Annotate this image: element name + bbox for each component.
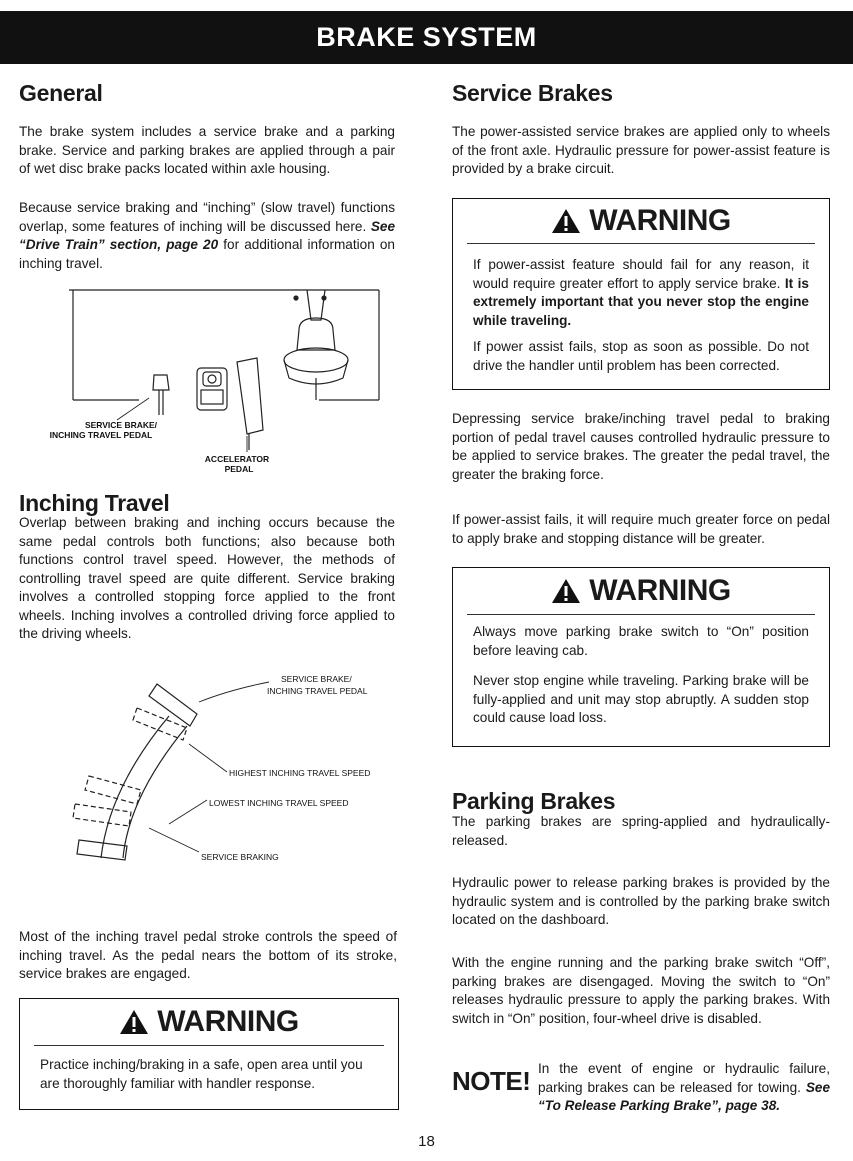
note-label: NOTE! [452,1066,531,1096]
warning-text-2: If power assist fails, stop as soon as possible. Do not drive the handler until problem has been corrected. [473,339,809,373]
inching-paragraph-1: Overlap between braking and inching occurs because the same pedal controls both functions; also because both functions control travel speed. However, the methods of controlling travel speed are quite different. Service braking involves a controlled stopping force applied to the front wheels. Inching involves a controlled driving force applied to the driving wheels. [19,515,395,641]
warning-text-1: Always move parking brake switch to “On” position before leaving cab. [473,624,809,658]
warning-title-row [453,568,829,614]
inching-paragraph-2: Most of the inching travel pedal stroke controls the speed of inching travel. As the pedal nears the bottom of its stroke, service brakes are engaged. [19,929,397,981]
note-text [538,1060,830,1116]
stroke-label-highest: HIGHEST INCHING TRAVEL SPEED [229,768,371,778]
warning-divider [34,1045,384,1046]
warning-divider [467,614,815,615]
parking-brakes-heading: Parking Brakes [452,788,616,814]
note-block [452,1060,830,1124]
warning-text-2: Never stop engine while traveling. Parking brake will be fully-applied and unit may stop abruptly. A sudden stop could cause load loss. [473,673,809,725]
label-accelerator-pedal: PEDAL [224,464,254,474]
general-p2-end: for additional information on inching travel. [19,237,395,271]
warning-title-row [20,999,398,1045]
service-brakes-paragraph-2: Depressing service brake/inching travel pedal to braking portion of pedal travel causes controlled hydraulic pressure to be applied to service brakes. The greater the pedal travel, the greater the braking force. [452,411,830,482]
warning-text-1 [453,256,829,330]
inching-heading: Inching Travel [19,490,170,516]
parking-brakes-paragraph-1: The parking brakes are spring-applied and hydraulically-released. [452,814,830,848]
note-text-body: In the event of engine or hydraulic failure, parking brakes can be released for towing. [538,1061,830,1095]
parking-brake-reference: See “To Release Parking Brake”, page 38. [538,1079,830,1113]
parking-brakes-paragraph-2: Hydraulic power to release parking brakes is provided by the hydraulic system and is controlled by the parking brake switch located on the dashboard. [452,875,830,927]
page-title: BRAKE SYSTEM [316,22,537,52]
service-brakes-paragraph-3: If power-assist fails, it will require much greater force on pedal to apply brake and stopping distance will be greater. [452,512,830,546]
stroke-label-pedal-2: INCHING TRAVEL PEDAL [267,686,368,696]
label-inching-pedal: INCHING TRAVEL PEDAL [49,430,153,440]
general-paragraph-2 [19,199,395,273]
warning-title-row [453,199,829,243]
parking-brakes-paragraph-3: With the engine running and the parking brake switch “Off”, parking brakes are disengaged. Moving the switch to “On” releases hydraulic pressure to apply the parking brakes. With switch in “On” position, four-wheel drive is disabled. [452,955,830,1026]
warning-title: WARNING [589,574,731,607]
label-service-brake: SERVICE BRAKE/ [84,420,158,430]
warning-text-1-bold: It is extremely important that you never stop the engine while traveling. [473,275,809,328]
header-banner [0,11,853,64]
warning-text-1-start: If power-assist feature should fail for any reason, it would require greater effort to apply service brake. [473,257,809,291]
warning-triangle-icon [551,578,581,604]
warning-triangle-icon [119,1009,149,1035]
service-brakes-paragraph-1: The power-assisted service brakes are applied only to wheels of the front axle. Hydraulic pressure for power-assist feature is provided by a brake circuit. [452,124,830,176]
warning-divider [467,243,815,244]
warning-box-inching [19,998,399,1110]
general-p2-text: Because service braking and “inching” (slow travel) functions overlap, some features of inching will be discussed here. [19,200,395,234]
warning-box-parking [452,567,830,747]
warning-triangle-icon [551,208,581,234]
pedal-figure [49,280,399,480]
label-accelerator: ACCELERATOR [204,454,270,464]
warning-title: WARNING [589,204,731,237]
stroke-label-service-braking: SERVICE BRAKING [201,852,279,862]
general-heading: General [19,80,103,106]
warning-title: WARNING [157,1005,299,1038]
service-brakes-heading: Service Brakes [452,80,613,106]
page-number: 18 [418,1133,435,1150]
pedal-stroke-figure [49,668,399,888]
general-paragraph-1: The brake system includes a service brake and a parking brake. Service and parking brakes are applied through a pair of wet disc brake packs located within axle housing. [19,124,395,176]
warning-text: Practice inching/braking in a safe, open area until you are thoroughly familiar with handler response. [40,1057,363,1091]
stroke-label-pedal-1: SERVICE BRAKE/ [281,674,352,684]
stroke-label-lowest: LOWEST INCHING TRAVEL SPEED [209,798,349,808]
drive-train-reference: See “Drive Train” section, page 20 [19,218,395,252]
warning-box-power-assist [452,198,830,390]
